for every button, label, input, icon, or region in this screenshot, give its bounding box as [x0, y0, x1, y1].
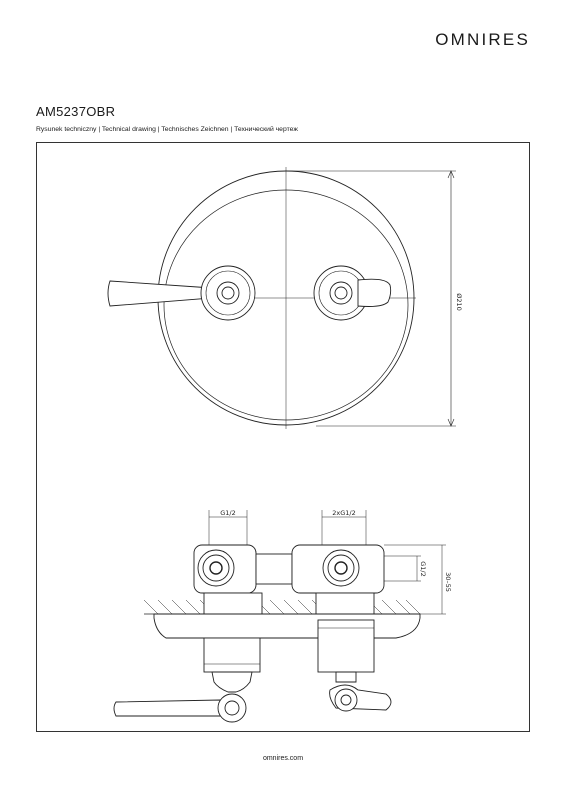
right-connection-label: 2xG1/2	[332, 509, 356, 517]
left-connection-label: G1/2	[220, 509, 236, 517]
left-handle	[108, 281, 215, 306]
product-code: AM5237OBR	[36, 104, 116, 119]
cover-plate-profile	[154, 614, 420, 638]
depth-range-label: 30–55	[444, 572, 452, 592]
wall-hatching	[144, 600, 420, 614]
side-view	[114, 509, 452, 722]
drawing-subtitle: Rysunek techniczny | Technical drawing | Technisches Zeichnen | Технический чертеж	[36, 126, 298, 133]
connecting-pipe	[256, 554, 292, 584]
technical-drawing	[36, 142, 530, 732]
right-lever	[358, 279, 391, 306]
front-view	[108, 167, 463, 429]
brand-logo: OMNIRES	[435, 30, 530, 49]
footer-website: omnires.com	[262, 755, 304, 762]
diameter-label: Ø210	[455, 293, 463, 311]
side-connection-label: G1/2	[419, 561, 427, 577]
left-spindle	[204, 638, 260, 672]
side-left-handle	[114, 700, 229, 716]
